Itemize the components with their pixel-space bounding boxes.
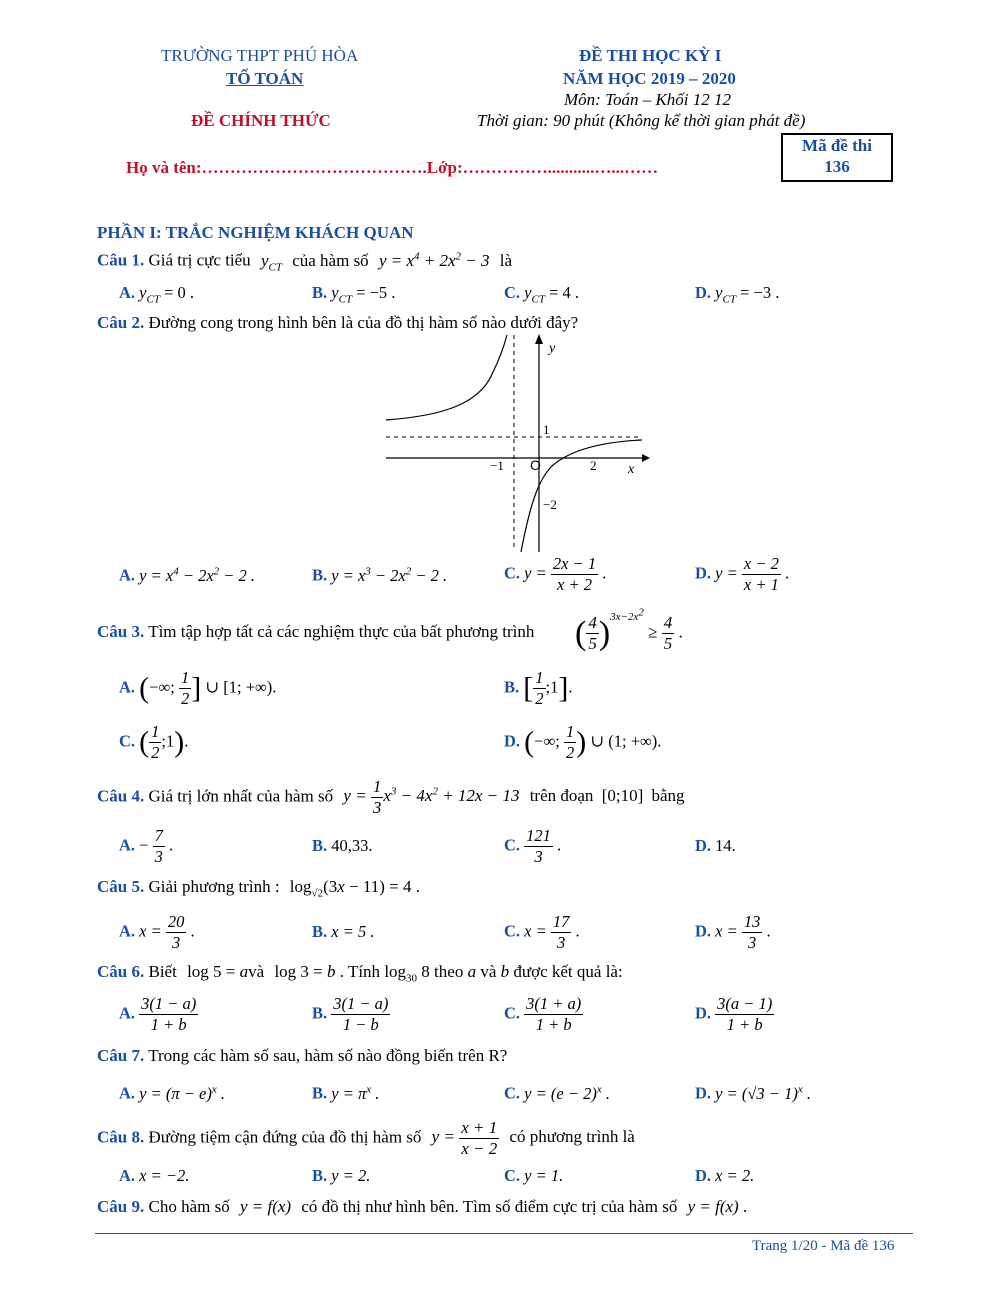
q4-option-d[interactable]: D. 14. [695, 836, 736, 855]
exam-code-value: 136 [824, 157, 850, 176]
section-title: PHẦN I: TRẮC NGHIỆM KHÁCH QUAN [97, 223, 414, 242]
q1-option-a[interactable]: A. $y_{CT} = 0$ . [119, 283, 195, 306]
q4-option-b[interactable]: B. 40,33. [312, 836, 373, 855]
q7-option-c[interactable]: C. $y = (e - 2)^x$ . [504, 1083, 610, 1103]
question-label: Câu 5. [97, 877, 145, 896]
q2-option-a[interactable]: A. $y = x^4 - 2x^2 - 2$ . [119, 565, 256, 585]
q1-option-b[interactable]: B. $y_{CT} = -5$ . [312, 283, 396, 306]
q8-option-c[interactable]: C. y = 1. [504, 1166, 564, 1185]
x-axis-label: x [628, 462, 635, 477]
q3-option-b[interactable]: B. [ $\frac{1}{2}$ ;1]. [504, 668, 573, 708]
question-9: Câu 9. Cho hàm số y = f(x) có đồ thị như hình bên. Tìm số điểm cực trị của hàm số y = f(x) . [97, 1197, 748, 1216]
question-label: Câu 3. [97, 622, 145, 641]
q8-option-a[interactable]: A. x = −2. [119, 1166, 190, 1185]
y-axis-label: y [549, 341, 556, 356]
question-text: có phương trình là [509, 1127, 635, 1147]
question-text: Giải phương trình : [148, 877, 280, 896]
question-text: của hàm số [292, 250, 369, 270]
q3-option-c[interactable]: C. ( $\frac{1}{2}$ ;1). [119, 722, 189, 762]
footer-divider [95, 1233, 913, 1234]
tick-label-minus-1: −1 [490, 458, 504, 473]
exam-code-box [781, 133, 893, 182]
q5-option-c[interactable]: C. x = $\frac{17}{3}$ . [504, 912, 580, 952]
q5-option-a[interactable]: A. x = $\frac{20}{3}$ . [119, 912, 195, 952]
time-line: Thời gian: 90 phút (Không kể thời gian phát đề) [477, 111, 806, 130]
question-5: Câu 5. Giải phương trình : $\log_{√2}(3x - 11) = 4$ . [97, 877, 421, 900]
question-text: Biết [148, 962, 177, 981]
question-text: Trong các hàm số sau, hàm số nào đồng biến trên R? [148, 1046, 508, 1065]
question-label: Câu 9. [97, 1197, 145, 1216]
question-label: Câu 1. [97, 250, 145, 270]
question-6: Câu 6. Biết log 5 = avà log 3 = b . Tính $\log_{30} 8$ theo a và b được kết quả là: [97, 962, 623, 985]
question-7 [97, 1046, 507, 1066]
q4-option-a[interactable]: A. − $\frac{7}{3}$ . [119, 826, 174, 866]
q2-option-b[interactable]: B. $y = x^3 - 2x^2 - 2$ . [312, 565, 448, 585]
q6-option-c[interactable]: C. $\frac{3(1 + a)}{1 + b}$ [504, 994, 582, 1034]
subject-line: Môn: Toán – Khối 12 12 [564, 90, 732, 109]
q7-option-d[interactable]: D. $y = (√3 - 1)^x$ . [695, 1083, 811, 1103]
question-label: Câu 2. [97, 313, 145, 332]
question-text: Tìm tập hợp tất cả các nghiệm thực của bất phương trình [148, 622, 535, 641]
q6-option-d[interactable]: D. $\frac{3(a - 1)}{1 + b}$ [695, 994, 773, 1034]
question-1: Câu 1. Giá trị cực tiểu $y_{CT}$ của hàm số $y = x^4 + 2x^2 - 3$ là [97, 250, 513, 274]
question-text: có đồ thị như hình bên. Tìm số điểm cực trị của hàm số [301, 1197, 678, 1216]
q5-option-d[interactable]: D. x = $\frac{13}{3}$ . [695, 912, 771, 952]
q7-option-a[interactable]: A. $y = (\pi - e)^x$ . [119, 1083, 225, 1103]
question-8: Câu 8. Đường tiệm cận đứng của đồ thị hàm số y = $\frac{x + 1}{x - 2}$ có phương trình là [97, 1118, 635, 1158]
question-label: Câu 4. [97, 786, 145, 806]
question-text: trên đoạn [529, 786, 594, 806]
q4-option-c[interactable]: C. $\frac{121}{3}$ . [504, 826, 562, 866]
q6-option-a[interactable]: A. $\frac{3(1 - a)}{1 + b}$ [119, 994, 197, 1034]
q8-option-b[interactable]: B. y = 2. [312, 1166, 371, 1185]
question-label: Câu 7. [97, 1046, 145, 1065]
q1-option-c[interactable]: C. $y_{CT} = 4$ . [504, 283, 580, 306]
y-axis-arrow [535, 334, 543, 344]
q2-option-c[interactable]: C. y = $\frac{2x - 1}{x + 2}$ . [504, 554, 607, 594]
tick-label-minus-2: −2 [543, 497, 557, 512]
question-text: Đường cong trong hình bên là của đồ thị hàm số nào dưới đây? [148, 313, 579, 332]
school-year: NĂM HỌC 2019 – 2020 [563, 69, 736, 88]
department: TỔ TOÁN [226, 69, 304, 88]
tick-label-1: 1 [543, 422, 550, 437]
question-4: Câu 4. Giá trị lớn nhất của hàm số y = $\frac{1}{3}$ $x^3 - 4x^2 + 12x - 13$ trên đoạn [0;10] bằng [97, 777, 685, 817]
student-info-line: Họ và tên:………………………………….Lớp:……………...........…...…… [126, 158, 659, 177]
exam-title: ĐỀ THI HỌC KỲ I [579, 46, 722, 65]
q3-option-d[interactable]: D. (−∞; $\frac{1}{2}$ ) ∪ (1; +∞). [504, 722, 662, 762]
question-text: Giá trị cực tiểu [148, 250, 251, 270]
curve-left-branch [386, 335, 507, 420]
origin-label: O [530, 457, 541, 473]
question-label: Câu 8. [97, 1127, 145, 1147]
question-label: Câu 6. [97, 962, 145, 981]
q7-option-b[interactable]: B. $y = \pi^x$ . [312, 1083, 380, 1103]
question-text: bằng [651, 786, 685, 806]
q5-option-b[interactable]: B. x = 5 . [312, 922, 375, 941]
school-name: TRƯỜNG THPT PHÚ HÒA [161, 46, 359, 65]
q8-option-d[interactable]: D. x = 2. [695, 1166, 755, 1185]
tick-label-2: 2 [590, 458, 597, 473]
q2-option-d[interactable]: D. y = $\frac{x - 2}{x + 1}$ . [695, 554, 790, 594]
question-3 [97, 622, 534, 642]
q3-option-a[interactable]: A. (−∞; $\frac{1}{2}$ ] ∪ [1; +∞). [119, 668, 277, 708]
question-text: Giá trị lớn nhất của hàm số [148, 786, 334, 806]
q6-option-b[interactable]: B. $\frac{3(1 - a)}{1 - b}$ [312, 994, 389, 1034]
exam-code-label: Mã đề thi [802, 136, 872, 155]
q3-inequality: ( $\frac{4}{5}$ )$^{3x-2x^2}$ ≥ $\frac{4}{5}$ . [575, 606, 683, 654]
q1-option-d[interactable]: D. $y_{CT} = -3$ . [695, 283, 780, 306]
question-text: Cho hàm số [148, 1197, 230, 1216]
official-label: ĐỀ CHÍNH THỨC [191, 111, 331, 130]
function-graph [380, 330, 650, 555]
page-footer: Trang 1/20 - Mã đề 136 [752, 1238, 895, 1254]
x-axis-arrow [642, 454, 650, 462]
question-text: là [499, 250, 513, 270]
question-text: Đường tiệm cận đứng của đồ thị hàm số [148, 1127, 422, 1147]
